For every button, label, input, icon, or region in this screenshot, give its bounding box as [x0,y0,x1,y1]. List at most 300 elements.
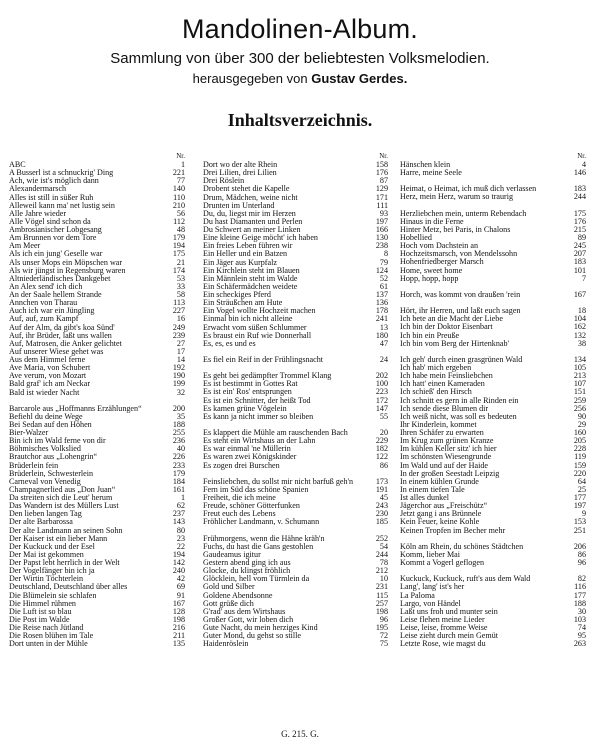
entry-title: Am Brunnen vor dem Tore [9,234,97,243]
entry-title: Köln am Rhein, du schönes Städtchen [400,542,524,551]
toc-entry [9,632,185,640]
entry-title: Freiheit, die ich meine [203,494,276,503]
entry-number: 177 [573,493,586,503]
entry-title: Champagnerlied aus „Don Juan“ [9,485,116,494]
toc-entry [9,616,185,624]
entry-title: Der Vogelfänger bin ich ja [9,567,95,576]
toc-entry [400,250,586,258]
toc-entry [400,405,586,413]
entry-number: 221 [172,168,185,178]
entry-number: 175 [172,249,185,259]
toc-entry [400,640,586,648]
entry-number: 64 [577,476,586,486]
entry-number: 175 [573,208,586,218]
toc-entry [9,535,185,543]
entry-number: 199 [172,379,185,389]
entry-title: Drunten im Unterland [203,201,275,210]
entry-number: 135 [172,639,185,649]
entry-number: 20 [379,428,388,438]
entry-number: 263 [573,639,586,649]
entry-title: Es ist ein Schnitter, der heißt Tod [203,396,311,405]
toc-entry [400,177,586,193]
entry-title: Als wir jüngst in Regensburg waren [9,266,126,275]
toc-entry [9,567,185,575]
entry-title: Gott grüße dich [203,599,254,608]
entry-number: 14 [176,355,185,364]
entry-number: 177 [573,590,586,600]
entry-number: 182 [375,444,388,454]
entry-title: Herzliebchen mein, unterm Rebendach [400,209,527,218]
entry-title: Alexandermarsch [9,185,67,194]
entry-number: 159 [573,460,586,470]
entry-title: Im Krug zum grünen Kranze [400,437,494,446]
toc-entry [203,291,388,299]
toc-entry [203,486,388,494]
toc-entry [400,421,586,429]
toc-entry [203,543,388,551]
entry-number: 161 [172,484,185,494]
entry-title: Bei Sedan auf den Höhen [9,420,92,429]
entry-title: Es kamen grüne Vögelein [203,404,287,413]
entry-title: Es fiel ein Reif in der Frühlingsnacht [203,355,324,364]
nr-header: Nr. [577,152,586,160]
entry-title: Aus dem Himmel ferne [9,356,86,364]
entry-title: Leise flehen meine Lieder [400,615,485,624]
entry-number: 27 [176,338,185,348]
entry-number: 136 [375,298,388,308]
entry-title: Fern im Süd das schöne Spanien [203,485,309,494]
entry-title: Fröhlicher Landmann, v. Schumann [203,518,320,527]
entry-number: 95 [577,631,586,641]
toc-entry [9,169,185,177]
entry-title: An der Saale hellem Strande [9,291,102,299]
entry-title: Die Luft ist so blau [9,607,72,616]
entry-title: Ein Jäger aus Kurpfalz [203,258,277,267]
entry-number: 212 [375,566,388,576]
entry-number: 62 [176,501,185,511]
entry-number: 56 [176,208,185,218]
entry-title: Horch, was kommt von draußen 'rein [400,290,521,299]
entry-number: 13 [379,322,388,332]
toc-entry [400,372,586,380]
entry-title: Drobent stehet die Kapelle [203,185,290,194]
toc-entry [203,510,388,518]
toc-entry [9,527,185,535]
entry-title: Auf, ihr Brüder, laßt uns wallen [9,331,112,340]
toc-entry [203,405,388,413]
toc-entry [9,202,185,210]
entry-number: 23 [176,533,185,543]
toc-entry [203,462,388,470]
entry-number: 107 [573,379,586,389]
entry-number: 146 [573,168,586,178]
toc-entry [9,413,185,421]
entry-number: 205 [573,436,586,446]
entry-title: Heimat, o Heimat, ich muß dich verlassen [400,185,537,194]
entry-number: 166 [375,225,388,234]
toc-entry [203,518,388,526]
entry-title: Harre, meine Seele [400,169,462,178]
entry-number: 132 [573,330,586,340]
entry-title: Ein Schäfermädchen weidete [203,282,298,291]
toc-entry [400,486,586,494]
entry-number: 236 [172,436,185,446]
entry-title: Auf der Alm, da gibt's koa Sünd' [9,323,115,332]
entry-title: Der Mai ist gekommen [9,550,84,559]
toc-entry [9,372,185,380]
entry-number: 188 [172,419,185,429]
entry-number: 129 [375,184,388,194]
entry-number: 75 [379,639,388,649]
entry-number: 200 [172,403,185,413]
entry-title: Der Kaiser ist ein lieber Mann [9,534,108,543]
entry-title: Die Blümelein sie schlafen [9,591,97,600]
entry-title: Als unser Mops ein Möpschen war [9,258,123,267]
entry-title: Es zogen drei Burschen [203,461,280,470]
toc-entry [400,551,586,559]
toc-entry [9,397,185,413]
entry-title: Es, es, es und es [203,339,256,348]
toc-entry [203,194,388,202]
entry-title: Die Himmel rühmen [9,599,76,608]
entry-number: 21 [176,257,185,267]
entry-number: 210 [172,200,185,210]
toc-entry [203,234,388,242]
entry-number: 188 [573,598,586,608]
toc-entry [400,388,586,396]
toc-entry [9,299,185,307]
entry-number: 72 [379,631,388,641]
toc-entry [400,283,586,299]
toc-entry [400,169,586,177]
entry-title: Dort wo der alte Rhein [203,161,278,169]
toc-entry [203,502,388,510]
entry-title: Da streiten sich die Leut' herum [9,494,113,503]
entry-title: Hopp, hopp, hopp [400,274,459,283]
entry-title: Alle Vögel sind schon da [9,217,91,226]
entry-title: Der Papst lebt herrlich in der Welt [9,559,120,568]
toc-entry [400,397,586,405]
toc-entry [400,348,586,364]
toc-entry [203,340,388,348]
toc-entry [400,567,586,583]
toc-entry [203,324,388,332]
entry-number: 211 [173,631,185,641]
toc-entry [203,583,388,591]
toc-entry [9,462,185,470]
toc-entry [400,234,586,242]
entry-number: 231 [375,582,388,592]
entry-number: 162 [573,322,586,332]
toc-entry [203,527,388,543]
entry-title: Bald ist wieder Nacht [9,388,80,397]
editor-line [0,71,600,86]
entry-title: Ein freies Leben führen wir [203,242,293,251]
entry-title: Ein Sträußchen am Hute [203,299,283,308]
toc-entry [9,242,185,250]
toc-entry [203,364,388,380]
toc-entry [203,494,388,502]
entry-number: 229 [375,436,388,446]
entry-title: Hochzeitsmarsch, von Mendelssohn [400,250,518,259]
entry-title: Leise, leise, fromme Weise [400,624,488,633]
entry-number: 58 [176,290,185,299]
toc-entry [400,413,586,421]
entry-number: 122 [375,452,388,462]
entry-number: 82 [577,574,586,584]
entry-title: In einem kühlen Grunde [400,477,479,486]
toc-entry [400,429,586,437]
toc-entry [203,413,388,421]
entry-title: Ihren Schäfer zu erwarten [400,429,484,438]
toc-entry [9,575,185,583]
entry-number: 110 [173,192,185,202]
entry-title: Der alte Barbarossa [9,518,73,527]
nr-header: Nr. [379,152,388,160]
entry-title: Ach, wie ist's möglich dann [9,177,99,186]
entry-title: Erwacht vom süßen Schlummer [203,323,307,332]
entry-number: 257 [375,598,388,608]
entry-title: Ein Männlein steht im Walde [203,274,298,283]
entry-title: Brüderlein fein [9,461,59,470]
toc-entry [9,389,185,397]
entry-number: 180 [375,330,388,340]
entry-number: 233 [172,460,185,470]
entry-title: Deutschland, Deutschland über alles [9,583,128,592]
entry-number: 10 [379,574,388,584]
entry-title: Gute Nacht, du mein herziges Kind [203,624,318,633]
toc-entry [400,518,586,526]
toc-entry [9,275,185,283]
toc-entry [9,348,185,356]
toc-entry [203,210,388,218]
toc-entry [203,470,388,486]
entry-number: 101 [573,265,586,275]
toc-entry [9,470,185,478]
entry-number: 86 [379,460,388,470]
toc-column-3 [400,152,586,648]
entry-title: Feinsliebchen, du sollst mir nicht barfuß geh'n [203,477,354,486]
toc-entry [203,397,388,405]
entry-title: Komm, lieber Mai [400,550,461,559]
toc-entry [203,632,388,640]
entry-title: Glöcklein, hell vom Türmlein da [203,575,310,584]
entry-title: Herz, mein Herz, warum so traurig [400,193,514,202]
entry-title: Das Wandern ist des Müllers Lust [9,502,119,511]
entry-title: Drei Lilien, drei Lilien [203,169,277,178]
entry-title: Jetzt gang i ans Brünnele [400,510,482,519]
entry-number: 179 [172,233,185,243]
entry-title: Hobellied [400,234,432,243]
entry-title: Es braust ein Ruf wie Donnerhall [203,331,312,340]
entry-number: 89 [577,233,586,243]
toc-entry [9,332,185,340]
entry-title: Befiehl du deine Wege [9,412,83,421]
entry-title: Gaudeamus igitur [203,550,261,559]
toc-entry [203,275,388,283]
entry-number: 18 [577,306,586,316]
entry-title: Carneval von Venedig [9,477,81,486]
entry-number: 87 [379,176,388,186]
toc-entry [400,437,586,445]
editor-name: Gustav Gerdes. [311,71,408,86]
toc-entry [400,624,586,632]
entry-number: 241 [375,314,388,324]
entry-title: Home, sweet home [400,266,463,275]
toc-entry [203,453,388,461]
album-title: Mandolinen-Album. [181,14,419,44]
toc-entry [9,364,185,372]
entry-number: 183 [573,257,586,267]
entry-title: Es steht ein Wirtshaus an der Lahn [203,437,316,446]
entry-number: 22 [176,541,185,551]
toc-entry [400,340,586,348]
entry-number: 7 [581,273,586,283]
entry-number: 40 [176,444,185,454]
toc-entry [203,575,388,583]
toc-entry [9,324,185,332]
entry-title: An Alex send' ich dich [9,282,83,291]
entry-title: Ich schieß' den Hirsch [400,388,472,397]
toc-entry [9,608,185,616]
entry-number: 8 [383,249,388,259]
entry-number: 35 [176,411,185,421]
entry-title: Auf, auf, zum Kampf [9,315,79,324]
toc-entry [9,437,185,445]
entry-title: Guter Mond, du gehst so stille [203,632,302,641]
toc-entry [400,535,586,551]
entry-number: 227 [172,306,185,316]
entry-number: 78 [379,558,388,568]
toc-entry [400,242,586,250]
entry-title: Der Kuckuck und der Esel [9,542,95,551]
toc-entry [203,380,388,388]
entry-title: Ich geh' durch einen grasgrünen Wald [400,355,523,364]
entry-number: 183 [573,184,586,194]
toc-entry [9,161,185,169]
toc-entry [9,226,185,234]
entry-number: 171 [375,192,388,202]
entry-number: 220 [573,468,586,478]
entry-title: Gold und Silber [203,583,255,592]
entry-title: Im kühlen Keller sitz' ich hier [400,445,497,454]
entry-number: 54 [379,541,388,551]
entry-number: 74 [577,623,586,633]
entry-number: 42 [176,574,185,584]
entry-title: Eine kleine Geige möcht' ich haben [203,234,318,243]
entry-number: 112 [173,216,185,226]
toc-entry [400,315,586,323]
entry-number: 61 [379,281,388,291]
entry-title: Der alte Landmann an seinen Sohn [9,526,123,535]
entry-title: Ich weiß nicht, was soll es bedeuten [400,412,517,421]
entry-title: Die Rosen blühen im Tale [9,632,94,641]
toc-entry [400,380,586,388]
entry-title: Leise zieht durch mein Gemüt [400,632,498,641]
entry-number: 55 [379,411,388,421]
entry-title: Es ist bestimmt in Gottes Rat [203,380,298,389]
entry-number: 173 [375,476,388,486]
entry-title: Lang', lang' ist's her [400,583,465,592]
toc-entry [400,494,586,502]
toc-column-2 [203,152,388,648]
entry-title: Ein Heller und ein Batzen [203,250,288,259]
entry-number: 252 [375,533,388,543]
toc-entry [203,185,388,193]
entry-number: 243 [375,501,388,511]
entry-number: 259 [573,395,586,405]
entry-title: Barcarole aus „Hoffmanns Erzählungen“ [9,404,142,413]
toc-entry [203,624,388,632]
entry-title: Ich hab' mich ergeben [400,364,472,373]
entry-title: Im Wald und auf der Haide [400,461,488,470]
toc-entry [400,453,586,461]
toc-entry [9,380,185,388]
entry-title: Böhmisches Volkslied [9,445,81,454]
entry-title: Ich bete an die Macht der Liebe [400,315,503,324]
toc-entry [400,559,586,567]
entry-title: Dort unten in der Mühle [9,640,88,649]
entry-number: 32 [176,387,185,397]
entry-title: In der großen Seestadt Leipzig [400,469,500,478]
toc-entry [203,218,388,226]
entry-number: 230 [375,509,388,519]
entry-number: 256 [573,403,586,413]
entry-title: Bier-Walzer [9,429,49,438]
entry-number: 172 [375,395,388,405]
toc-entry [400,616,586,624]
entry-number: 151 [573,387,586,397]
entry-title: Es war einmal 'ne Müllerin [203,445,291,454]
toc-entry [400,445,586,453]
entry-title: Fuchs, du hast die Gans gestohlen [203,542,314,551]
entry-title: Ich bin der Doktor Eisenbart [400,323,493,332]
toc-entry [203,315,388,323]
entry-number: 240 [172,566,185,576]
entry-number: 191 [375,484,388,494]
entry-number: 103 [573,614,586,624]
entry-number: 216 [172,623,185,633]
toc-entry [203,307,388,315]
toc-title: Inhaltsverzeichnis. [227,110,373,130]
entry-number: 142 [172,558,185,568]
entry-title: Ich habe mein Feinsliebchen [400,372,493,381]
toc-entry [9,486,185,494]
entry-number: 147 [375,403,388,413]
toc-entry [9,234,185,242]
toc-entry [400,299,586,315]
entry-number: 47 [379,338,388,348]
entry-title: Freude, schöner Götterfunken [203,502,300,511]
entry-number: 79 [379,257,388,267]
toc-entry [203,640,388,648]
entry-title: Alle Jahre wieder [9,209,67,218]
entry-number: 244 [573,192,586,202]
entry-number: 197 [573,501,586,511]
entry-number: 238 [375,241,388,251]
toc-entry [400,583,586,591]
entry-title: Bald graf' ich am Neckar [9,380,91,389]
entry-number: 194 [172,549,185,559]
entry-number: 33 [176,281,185,291]
toc-entry [9,453,185,461]
entry-title: Letzte Rose, wie magst du [400,640,486,649]
entry-number: 184 [172,476,185,486]
editor-prefix: herausgegeben von [192,71,308,86]
entry-number: 198 [172,614,185,624]
toc-entry [203,161,388,169]
toc-entry [400,470,586,478]
